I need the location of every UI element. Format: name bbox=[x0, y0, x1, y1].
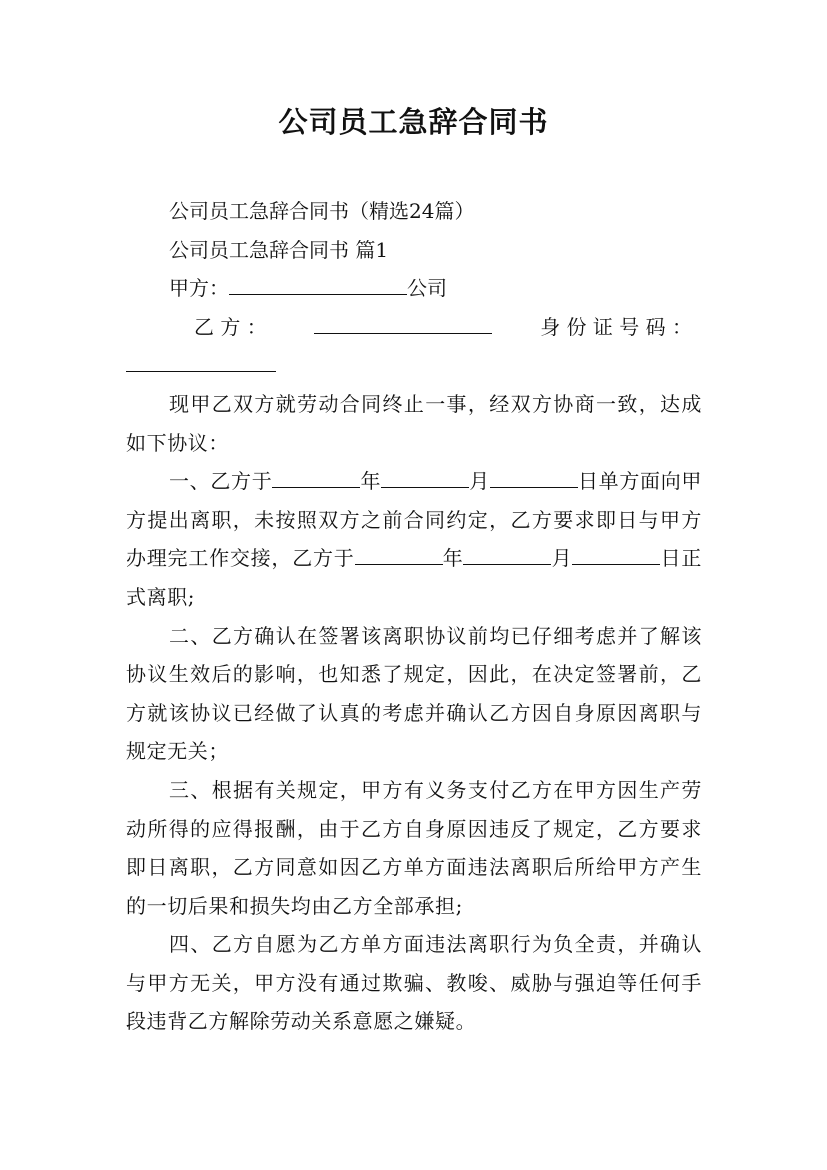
clause-1-year: 年 bbox=[360, 469, 382, 494]
clause-1-day-blank bbox=[490, 467, 578, 488]
id-label: 身 份 证 号 码 ： bbox=[540, 314, 692, 339]
party-a-line bbox=[126, 269, 702, 308]
party-b-line bbox=[126, 308, 702, 347]
party-a-blank bbox=[229, 274, 407, 295]
document-body bbox=[126, 192, 702, 1041]
clause-1-year-blank bbox=[272, 467, 360, 488]
intro-paragraph: 现甲乙双方就劳动合同终止一事，经双方协商一致，达成如下协议： bbox=[126, 391, 702, 455]
document-title: 公司员工急辞合同书 bbox=[278, 105, 549, 139]
party-b-label: 乙 方 ： bbox=[194, 314, 267, 339]
clause-1-month-blank bbox=[381, 467, 469, 488]
clause-1-month2-blank bbox=[463, 544, 551, 565]
clause-1-month: 月 bbox=[469, 469, 490, 494]
clause-1-prefix: 一、乙方于 bbox=[169, 469, 273, 494]
id-number-blank bbox=[126, 351, 276, 372]
clause-1-text: 日单方面向甲方提出离职，未按照双方之前合同约定，乙方要求即日与甲方办理完工作交接，乙方于 bbox=[126, 469, 702, 571]
clause-2: 二、乙方确认在签署该离职协议前均已仔细考虑并了解该协议生效后的影响，也知悉了规定，因此，在决定签署前，乙方就该协议已经做了认真的考虑并确认乙方因自身原因离职与规定无关； bbox=[126, 623, 702, 764]
party-b-blank bbox=[314, 313, 492, 334]
clause-1-month2: 月 bbox=[551, 546, 573, 571]
id-number-line bbox=[126, 346, 702, 385]
party-a-label: 甲方： bbox=[169, 276, 229, 301]
clause-1-year2-blank bbox=[355, 544, 443, 565]
clause-4: 四、乙方自愿为乙方单方面违法离职行为负全责，并确认与甲方无关，甲方没有通过欺骗、教唆、威胁与强迫等任何手段违背乙方解除劳动关系意愿之嫌疑。 bbox=[126, 932, 702, 1034]
clause-1 bbox=[126, 462, 702, 616]
clause-1-end: 日正式离职; bbox=[126, 546, 702, 609]
party-a-suffix: 公司 bbox=[407, 276, 447, 301]
clause-1-year2: 年 bbox=[442, 546, 464, 571]
section-heading: 公司员工急辞合同书 篇1 bbox=[169, 237, 389, 262]
clause-3: 三、根据有关规定，甲方有义务支付乙方在甲方因生产劳动所得的应得报酬，由于乙方自身原因违反了规定，乙方要求即日离职，乙方同意如因乙方单方面违法离职后所给甲方产生的一切后果和损失均由乙方全部承担; bbox=[126, 777, 702, 918]
clause-1-day2-blank bbox=[572, 544, 660, 565]
subtitle: 公司员工急辞合同书（精选24篇） bbox=[169, 199, 475, 223]
